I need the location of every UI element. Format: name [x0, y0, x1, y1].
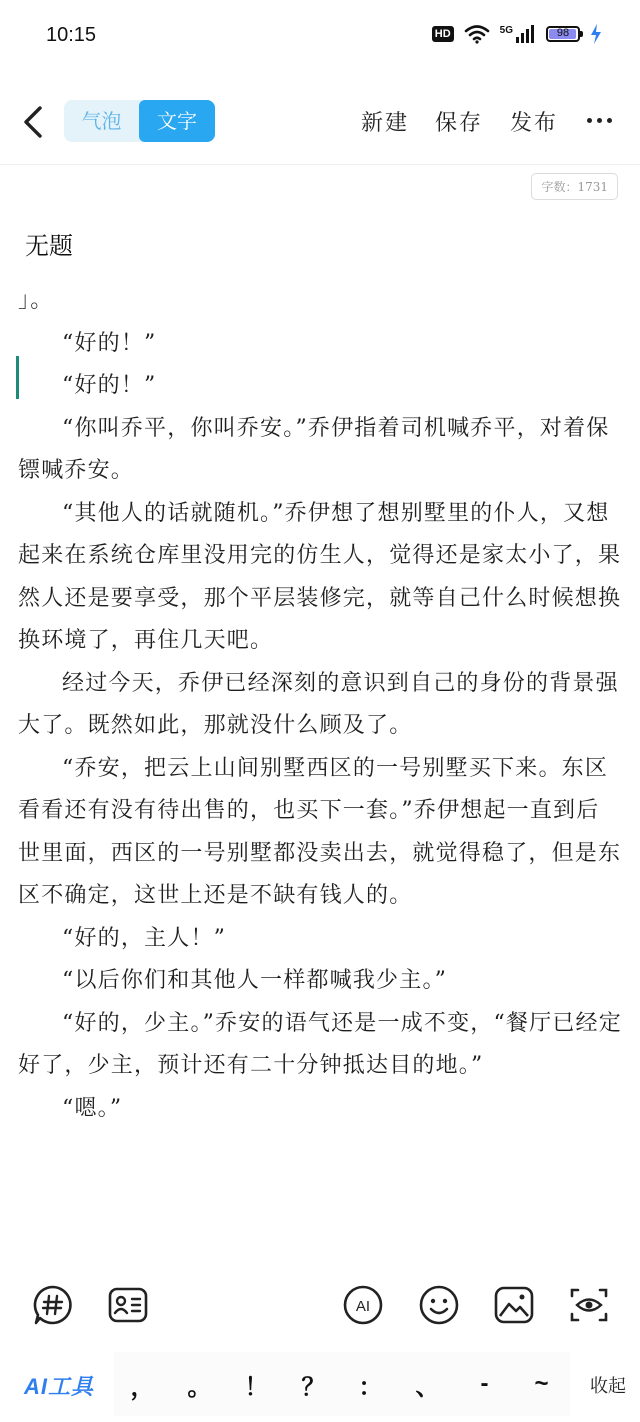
punctuation-bar: [0, 1352, 640, 1422]
publish-button[interactable]: 发布: [510, 111, 559, 136]
paragraph: “好的！”: [62, 373, 157, 398]
mode-toggle: [64, 100, 215, 142]
battery-icon: [546, 26, 580, 42]
tab-text-mode[interactable]: 文字: [139, 100, 215, 142]
punctuation-keys: [114, 1352, 570, 1416]
paragraph: “你叫乔平，你叫乔安。”乔伊指着司机喊乔平，对着保镖喊乔安。: [18, 415, 610, 483]
punct-key-colon[interactable]: ：: [358, 1373, 383, 1401]
paragraph: “好的，少主。”乔安的语气还是一成不变，“餐厅已经定好了，少主，预计还有二十分钟抵达目的地。”: [18, 1010, 622, 1078]
paragraph: “其他人的话就随机。”乔伊想了想别墅里的仆人，又想起来在系统仓库里没用完的仿生人，觉得还是家太小了，果然人还是要享受，那个平层装修完，就等自己什么时候想换换环境了，再住几天吧。: [18, 500, 622, 653]
hashtag-icon[interactable]: [32, 1284, 74, 1326]
ai-icon[interactable]: [342, 1284, 384, 1326]
save-button[interactable]: 保存: [435, 111, 484, 136]
charging-bolt-icon: [590, 24, 602, 44]
paragraph: “乔安，把云上山间别墅西区的一号别墅买下来。东区看看还有没有待出售的，也买下一套。”乔伊想起一直到后世里面，西区的一号别墅都没卖出去，就觉得稳了，但是东区不确定，这世上还是不缺有钱人的。: [18, 755, 622, 908]
signal-indicator: [500, 25, 536, 43]
document-title[interactable]: 无题: [25, 232, 73, 260]
image-icon[interactable]: [493, 1284, 535, 1326]
punct-key-tilde[interactable]: ~: [534, 1370, 549, 1397]
paragraph: “好的，主人！”: [62, 925, 227, 951]
status-time: 10:15: [46, 24, 97, 46]
hd-badge: HD: [432, 26, 454, 42]
editor-icon-bar: [0, 1276, 640, 1336]
paragraph: 经过今天，乔伊已经深刻的意识到自己的身份的背景强大了。既然如此，那就没什么顾及了。: [18, 670, 619, 738]
emoji-icon[interactable]: [418, 1284, 460, 1326]
paragraph: “好的！”: [62, 330, 157, 356]
more-options-icon[interactable]: [587, 118, 612, 123]
status-icons: [432, 24, 602, 44]
punct-key-dash[interactable]: -: [480, 1370, 489, 1397]
punct-key-exclamation[interactable]: ！: [244, 1373, 269, 1401]
paragraph: “嗯。”: [62, 1095, 123, 1121]
network-type-label: 5G: [499, 25, 513, 36]
wifi-icon: [464, 24, 490, 44]
tab-bubble-mode[interactable]: 气泡: [81, 109, 122, 133]
document-body[interactable]: [18, 280, 622, 1130]
ai-tool-button[interactable]: AI工具: [24, 1374, 95, 1399]
word-count-badge: 字数：1731: [531, 173, 618, 200]
punct-key-period[interactable]: 。: [187, 1373, 212, 1401]
punct-key-question[interactable]: ？: [301, 1373, 326, 1401]
ai-icon-label: AI: [355, 1298, 371, 1315]
punct-key-enumeration-comma[interactable]: 、: [415, 1373, 440, 1401]
preview-eye-icon[interactable]: [568, 1284, 610, 1326]
battery-percent: 98: [556, 27, 570, 39]
new-button[interactable]: 新建: [361, 111, 410, 136]
status-bar: [0, 0, 640, 72]
back-arrow-icon[interactable]: [18, 102, 50, 142]
signal-bars-icon: [516, 25, 536, 43]
paragraph: 」。: [18, 288, 54, 313]
editor-toolbar: [0, 80, 640, 165]
paragraph: “以后你们和其他人一样都喊我少主。”: [62, 968, 448, 993]
character-card-icon[interactable]: [107, 1284, 149, 1326]
battery-tip: [580, 31, 583, 37]
punct-key-comma[interactable]: ，: [130, 1373, 155, 1401]
collapse-keyboard-button[interactable]: 收起: [590, 1376, 626, 1397]
